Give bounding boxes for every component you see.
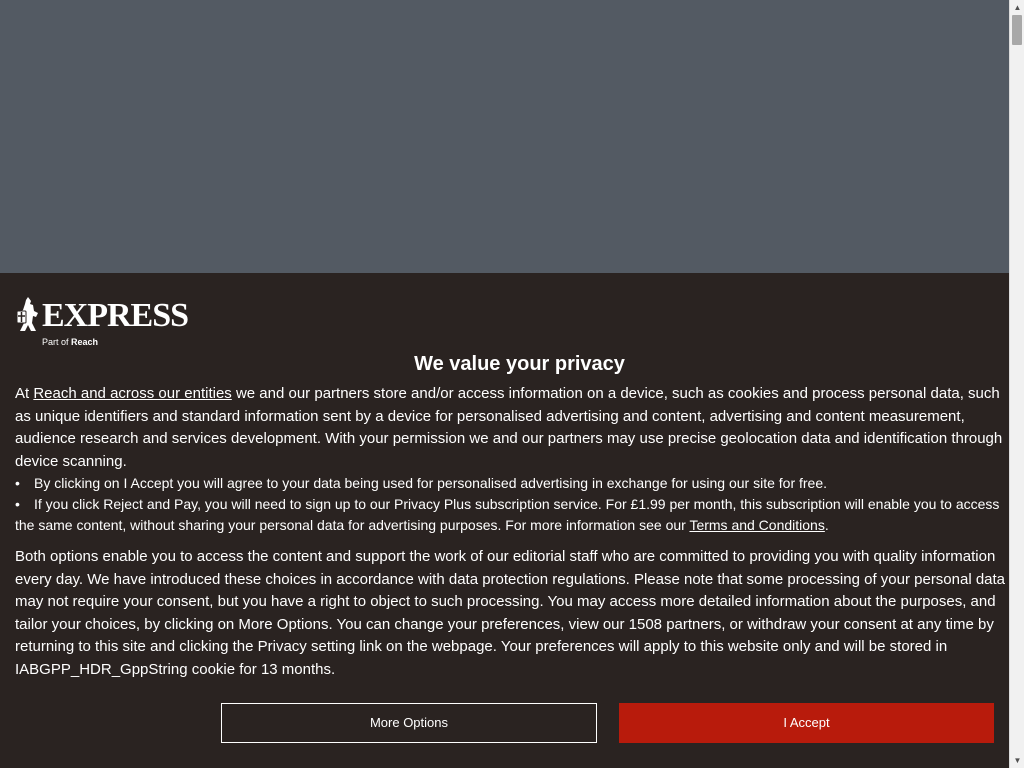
bullet-icon: • — [15, 496, 20, 512]
scroll-up-icon[interactable]: ▲ — [1013, 3, 1022, 12]
list-item — [15, 473, 1007, 494]
bullet-icon: • — [15, 475, 20, 491]
scroll-thumb[interactable] — [1012, 15, 1022, 45]
intro-paragraph — [15, 383, 1007, 473]
brand-tagline — [42, 337, 98, 347]
intro-prefix: At — [15, 385, 34, 402]
page-backdrop-overlay — [0, 0, 1009, 273]
brand-tagline-reach: Reach — [71, 337, 99, 347]
list-item — [15, 494, 1007, 536]
details-paragraph: Both options enable you to access the content and support the work of our editorial staff who are committed to providing you with quality information every day. We have introduced these choices in accordance with data protection regulations. Please note that some processing of your personal data may not require your consent, but you have a right to object to such processing. You may access more detailed information about the purposes, and tailor your choices, by clicking on More Options. You can change your preferences, view our 1508 partners, or withdraw your consent at any time by returning to this site and clicking the Privacy setting link on the webpage. Your preferences will apply to this website only and will be stored in IABGPP_HDR_GppString cookie for 13 months. — [15, 548, 1006, 678]
accept-button[interactable]: I Accept — [619, 703, 994, 743]
accept-explanation: By clicking on I Accept you will agree to your data being used for personalised advertising in exchange for using our site for free. — [34, 475, 828, 491]
knight-crusader-icon — [16, 295, 42, 335]
scroll-down-icon[interactable]: ▼ — [1013, 756, 1022, 765]
intro-text: we and our partners store and/or access information on a device, such as cookies and process personal data, such as unique identifiers and standard information sent by a device for personalised advertising and content, advertising and content measurement, audience research and services development. With your permission we and our partners may use precise geolocation data and identification through device scanning. — [15, 385, 1003, 470]
consent-options-list — [15, 473, 1007, 536]
dialog-body — [15, 383, 1007, 681]
express-logo — [16, 295, 191, 351]
more-options-button[interactable]: More Options — [221, 703, 597, 743]
brand-name: EXPRESS — [42, 297, 189, 334]
terms-period: . — [824, 517, 829, 533]
privacy-consent-panel — [0, 273, 1009, 768]
reach-entities-link[interactable]: Reach and across our entities — [33, 385, 232, 402]
vertical-scrollbar[interactable] — [1009, 0, 1024, 768]
reject-pay-explanation: If you click Reject and Pay, you will need to sign up to our Privacy Plus subscription service. For £1.99 per month, this subscription will enable you to access the same content, without sharing your personal data for advertising purposes. For more information see our — [15, 496, 1000, 533]
terms-and-conditions-link[interactable]: Terms and Conditions — [689, 517, 825, 533]
brand-tagline-prefix: Part of — [42, 337, 69, 347]
dialog-title: We value your privacy — [414, 353, 625, 375]
